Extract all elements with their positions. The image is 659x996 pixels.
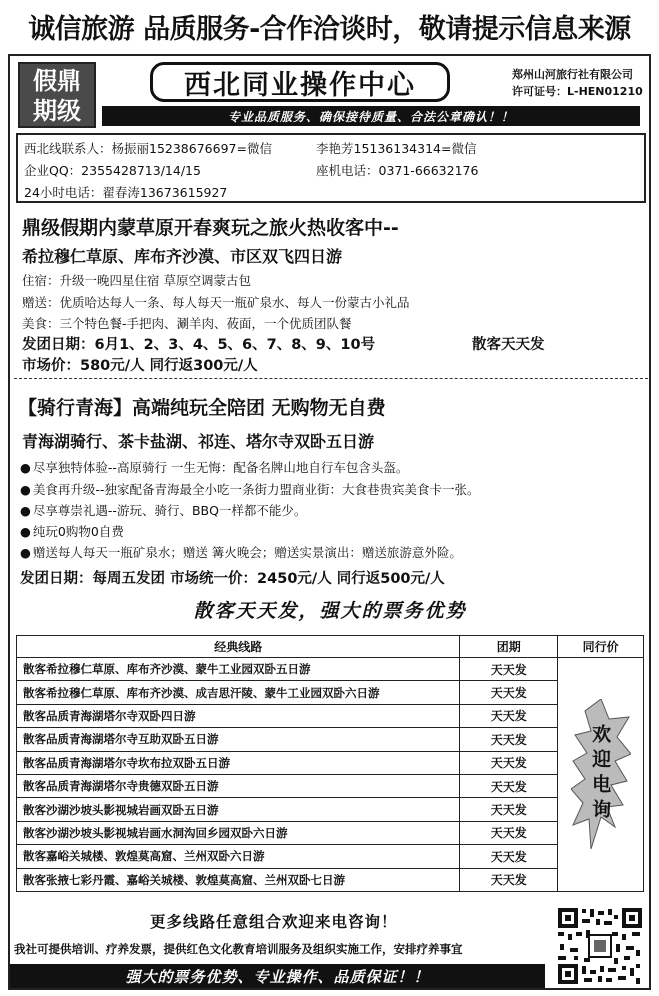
table-row	[17, 751, 644, 774]
section1-food: 美食：三个特色餐-手把肉、涮羊肉、莜面，一个优质团队餐	[22, 316, 352, 331]
route-name: 散客张掖七彩丹霞、嘉峪关城楼、敦煌莫高窟、兰州双卧七日游	[17, 868, 460, 891]
table-row	[17, 821, 644, 844]
company-qq: 企业QQ：2355428713/14/15	[24, 163, 201, 178]
table-row	[17, 845, 644, 868]
section2-bullet: ● 尽享独特体验--高原骑行 一生无悔：配备名牌山地自行车包含头盔。	[20, 458, 408, 476]
route-name: 散客品质青海湖塔尔寺双卧四日游	[17, 704, 460, 727]
more-routes-text: 更多线路任意组合欢迎来电咨询！	[150, 913, 398, 931]
contact-person: 西北线联系人：杨振丽15238676697=微信	[24, 141, 272, 156]
section-divider	[14, 378, 648, 379]
qr-code-icon	[556, 906, 644, 986]
table-row	[17, 704, 644, 727]
route-period: 天天发	[460, 821, 558, 844]
bottom-slogan-bar: 强大的票务优势、专业操作、品质保证！！	[10, 964, 545, 988]
contact-box	[16, 133, 646, 203]
landline-phone: 座机电话：0371-66632176	[316, 163, 479, 178]
price-cell	[558, 658, 644, 892]
logo-line2: 期级	[33, 96, 81, 125]
contact-person-2: 李艳芳15136134314=微信	[316, 141, 477, 156]
route-name: 散客希拉穆仁草原、库布齐沙漠、成吉思汗陵、蒙牛工业园双卧六日游	[17, 681, 460, 704]
logo-line1: 假鼎	[33, 66, 81, 95]
route-period: 天天发	[460, 751, 558, 774]
route-period: 天天发	[460, 728, 558, 751]
section1-gift: 赠送：优质哈达每人一条、每人每天一瓶矿泉水、每人一份蒙古小礼品	[22, 295, 410, 310]
route-table	[16, 635, 644, 892]
route-period: 天天发	[460, 798, 558, 821]
section1-stay: 住宿：升级一晚四星住宿 草原空调蒙古包	[22, 273, 251, 288]
company-name: 郑州山河旅行社有限公司	[512, 68, 633, 81]
top-banner: 诚信旅游 品质服务-合作洽谈时，敬请提示信息来源	[0, 0, 659, 52]
route-period: 天天发	[460, 704, 558, 727]
slogan-bar: 专业品质服务、确保接待质量、合法公章确认！！	[102, 106, 640, 126]
header-route: 经典线路	[17, 636, 460, 658]
route-name: 散客品质青海湖塔尔寺坎布拉双卧五日游	[17, 751, 460, 774]
route-name: 散客品质青海湖塔尔寺互助双卧五日游	[17, 728, 460, 751]
section2-bullet: ● 尽享尊崇礼遇--游玩、骑行、BBQ一样都不能少。	[20, 501, 306, 519]
section1-dates: 发团日期：6月1、2、3、4、5、6、7、8、9、10号	[22, 337, 376, 353]
brand-logo	[18, 62, 96, 128]
table-row	[17, 728, 644, 751]
route-name: 散客希拉穆仁草原、库布齐沙漠、蒙牛工业园双卧五日游	[17, 658, 460, 681]
section2-route: 青海湖骑行、茶卡盐湖、祁连、塔尔寺双卧五日游	[22, 432, 375, 451]
header-price: 同行价	[558, 636, 644, 658]
header-period: 团期	[460, 636, 558, 658]
route-name: 散客沙湖沙坡头影视城岩画双卧五日游	[17, 798, 460, 821]
section2-bullet: ● 美食再升级--独家配备青海最全小吃一条街力盟商业街：大食巷贵宾美食卡一张。	[20, 480, 479, 498]
hotline-phone: 24小时电话：翟春涛13673615927	[24, 185, 228, 200]
route-period: 天天发	[460, 774, 558, 797]
table-row	[17, 798, 644, 821]
route-name: 散客嘉峪关城楼、敦煌莫高窟、兰州双卧六日游	[17, 845, 460, 868]
route-period: 天天发	[460, 868, 558, 891]
route-name: 散客沙湖沙坡头影视城岩画水洞沟回乡园双卧六日游	[17, 821, 460, 844]
section2-bullet: ● 纯玩0购物0自费	[20, 522, 124, 540]
company-info	[512, 66, 643, 100]
route-period: 天天发	[460, 681, 558, 704]
table-row	[17, 681, 644, 704]
welcome-text: 欢迎电询	[589, 724, 612, 825]
license-number: 许可证号：L-HEN01210	[512, 85, 643, 98]
section2-dates-price: 发团日期：每周五发团 市场统一价：2450元/人 同行返500元/人	[20, 571, 445, 587]
section1-price: 市场价：580元/人 同行返300元/人	[22, 358, 258, 374]
table-row	[17, 868, 644, 891]
section1-route: 希拉穆仁草原、库布齐沙漠、市区双飞四日游	[22, 247, 343, 266]
brush-slogan: 散客天天发，强大的票务优势	[193, 600, 467, 622]
welcome-starburst	[571, 699, 631, 849]
page-title: 西北同业操作中心	[150, 62, 450, 102]
table-row	[17, 774, 644, 797]
table-row	[17, 658, 644, 681]
section1-headline: 鼎级假期内蒙草原开春爽玩之旅火热收客中--	[22, 217, 399, 239]
service-notice: 我社可提供培训、疗养发票，提供红色文化教育培训服务及组织实施工作，安排疗养事宜	[14, 942, 463, 956]
section2-bullet: ● 赠送每人每天一瓶矿泉水；赠送 篝火晚会；赠送实景演出：赠送旅游意外险。	[20, 543, 462, 561]
table-header-row	[17, 636, 644, 658]
section1-daily: 散客天天发	[472, 337, 545, 353]
route-name: 散客品质青海湖塔尔寺贵德双卧五日游	[17, 774, 460, 797]
section2-headline: 【骑行青海】高端纯玩全陪团 无购物无自费	[18, 397, 386, 419]
route-period: 天天发	[460, 658, 558, 681]
route-period: 天天发	[460, 845, 558, 868]
